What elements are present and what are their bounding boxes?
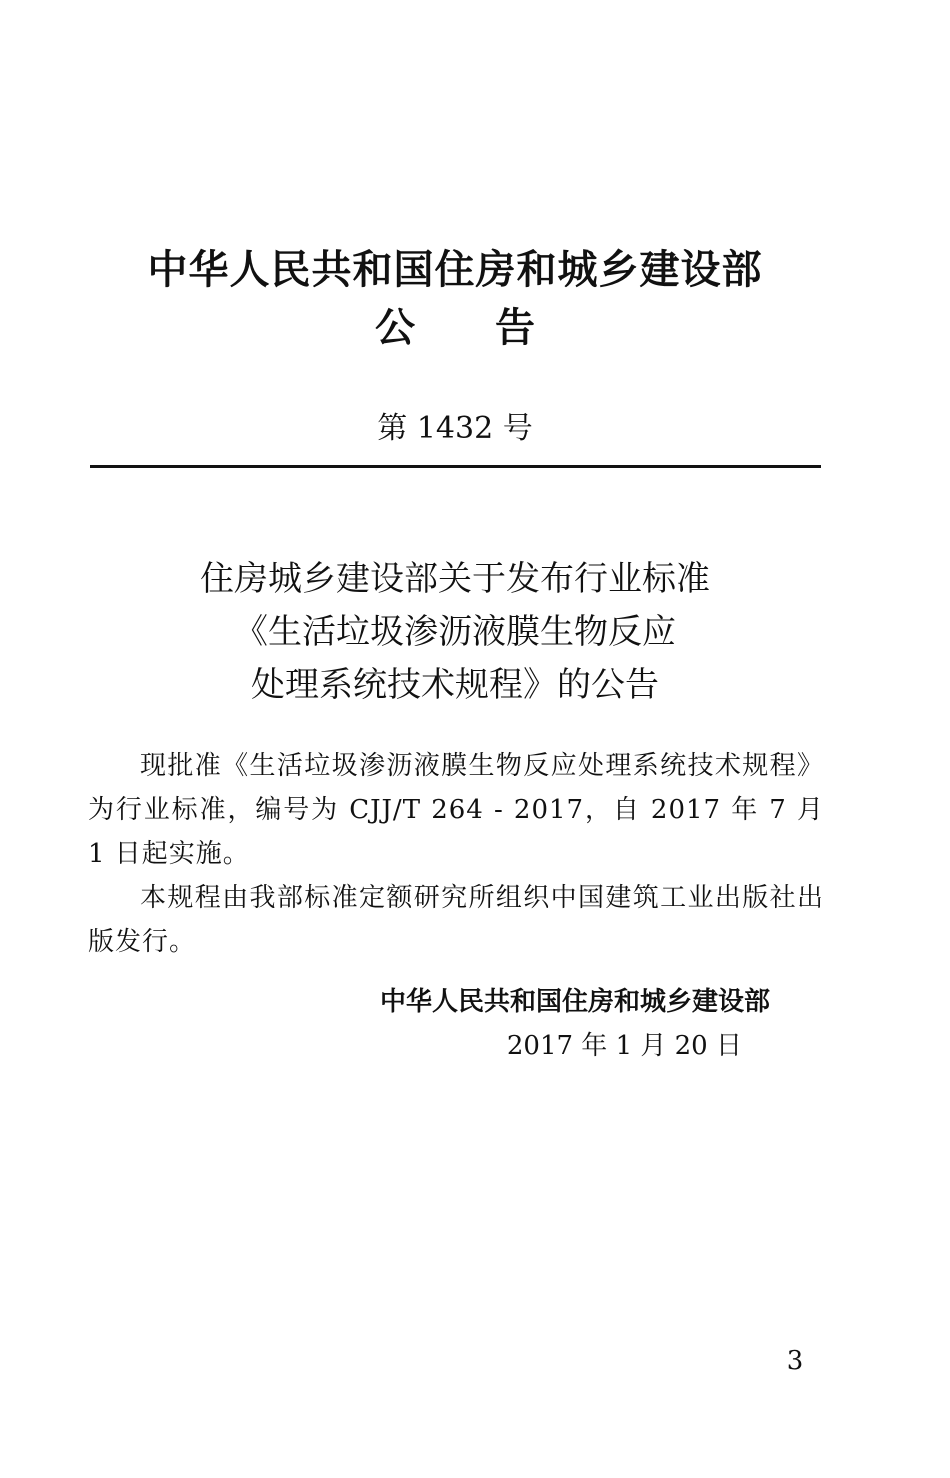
subject-line-1: 住房城乡建设部关于发布行业标准 — [200, 559, 710, 599]
notice-subject — [0, 553, 910, 712]
signature-block — [300, 980, 770, 1068]
issuing-organization-title: 中华人民共和国住房和城乡建设部 — [147, 247, 763, 293]
notice-label: 公告 — [375, 305, 615, 351]
signature-organization: 中华人民共和国住房和城乡建设部 — [379, 987, 770, 1017]
signature-date: 2017 年 1 月 20 日 — [506, 1031, 742, 1061]
notice-number: 第 1432 号 — [377, 411, 533, 446]
body-paragraph-2: 本规程由我部标准定额研究所组织中国建筑工业出版社出版发行。 — [88, 883, 824, 957]
subject-line-3: 处理系统技术规程》的公告 — [251, 665, 659, 705]
subject-line-2: 《生活垃圾渗沥液膜生物反应 — [234, 612, 676, 652]
page-number: 3 — [786, 1346, 804, 1376]
notice-body — [88, 744, 824, 964]
header-divider — [90, 465, 821, 468]
body-paragraph-1: 现批准《生活垃圾渗沥液膜生物反应处理系统技术规程》为行业标准，编号为 CJJ/T 264 - 2017，自 2017 年 7 月 1 日起实施。 — [88, 751, 824, 869]
